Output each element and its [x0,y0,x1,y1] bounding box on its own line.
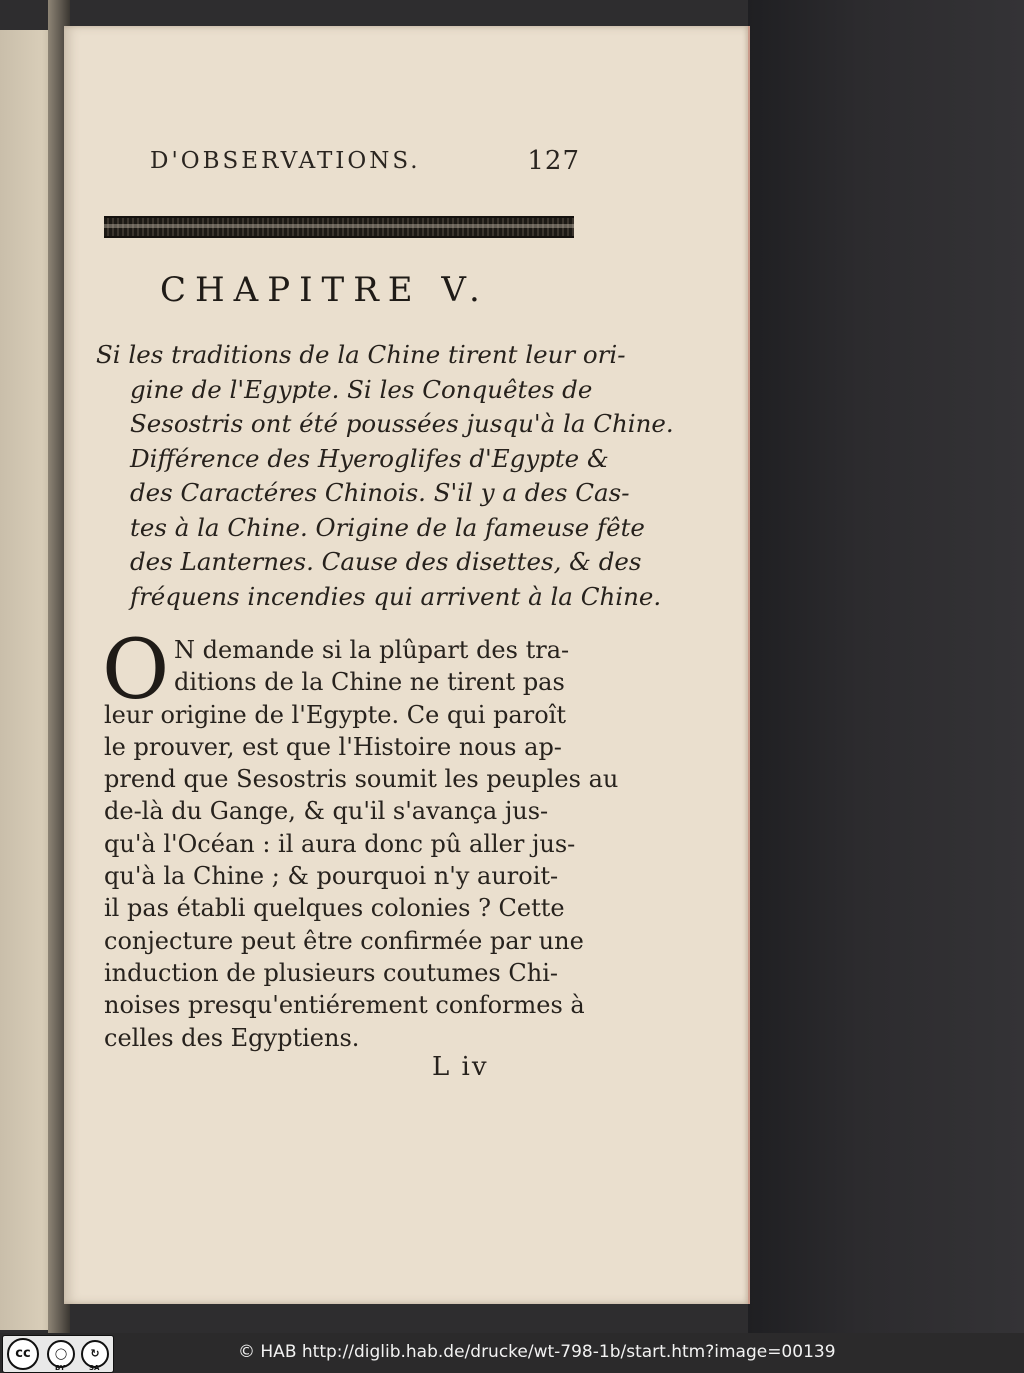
body-line: N demande si la plûpart des tra- [174,636,570,664]
summary-line: fréquens incendies qui arrivent à la Chine. [130,581,662,611]
body-line: noises presqu'entiérement conformes à [104,991,585,1020]
running-head-title: D'OBSERVATIONS. [150,148,421,174]
source-credit: © HAB http://diglib.hab.de/drucke/wt-798-1b/start.htm?image=00139 [238,1342,836,1362]
summary-line: Si les traditions de la Chine tirent leur ori- [96,340,626,369]
dark-background [748,0,1024,1333]
summary-line: Différence des Hyeroglifes d'Egypte & [130,443,609,473]
share-alike-icon: ↻ [81,1340,109,1368]
ornamental-rule [104,216,574,238]
body-line: qu'à la Chine ; & pourquoi n'y auroit- [104,862,559,891]
body-line: leur origine de l'Egypte. Ce qui paroît [104,700,566,729]
body-line: conjecture peut être confirmée par une [104,926,584,955]
summary-line: Sesostris ont été poussées jusqu'à la Chine. [130,409,674,438]
chapter-summary [96,338,674,614]
by-label: BY [55,1364,66,1372]
chapter-heading: CHAPITRE V. [160,270,489,310]
body-line: de-là du Gange, & qu'il s'avança jus- [104,797,549,826]
cc-license-badge[interactable] [2,1335,114,1373]
summary-line: tes à la Chine. Origine de la fameuse fête [130,512,645,542]
body-line: induction de plusieurs coutumes Chi- [104,958,558,987]
attribution-icon: ◯ [47,1340,75,1368]
catchword: L iv [432,1052,489,1082]
footer-bar [0,1333,1024,1373]
summary-line: gine de l'Egypte. Si les Conquêtes de [130,374,593,404]
body-line: celles des Egyptiens. [104,1023,360,1052]
running-head [150,146,580,182]
body-line: qu'à l'Océan : il aura donc pû aller jus- [104,829,576,858]
summary-line: des Caractéres Chinois. S'il y a des Cas- [130,478,630,507]
body-line: prend que Sesostris soumit les peuples au [104,765,619,794]
page-number: 127 [527,146,580,176]
body-line: il pas établi quelques colonies ? Cette [104,894,565,923]
drop-cap: O [102,623,170,718]
body-line: le prouver, est que l'Histoire nous ap- [104,732,562,761]
body-line: ditions de la Chine ne tirent pas [174,668,565,697]
body-paragraph [102,623,619,1054]
summary-line: des Lanternes. Cause des disettes, & des [130,547,642,576]
sa-label: SA [89,1364,100,1372]
cc-icon: cc [7,1338,39,1370]
